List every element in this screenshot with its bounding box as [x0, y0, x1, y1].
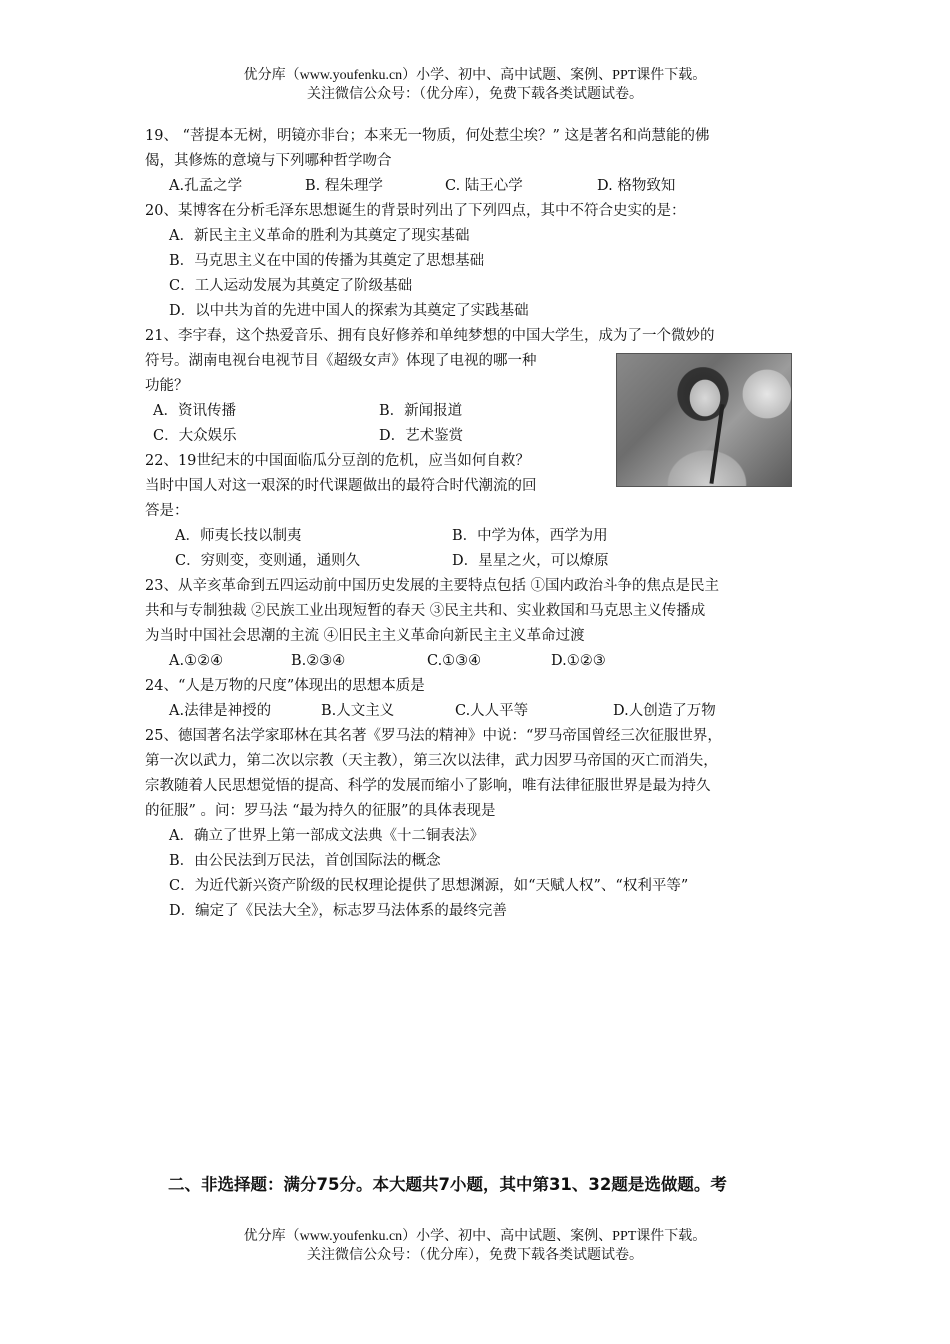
question-22-stem-1: 22、19世纪末的中国面临瓜分豆剖的危机，应当如何自救？	[145, 453, 530, 469]
question-23-stem-3: 为当时中国社会思潮的主流 ④旧民主主义革命向新民主主义革命过渡	[145, 628, 585, 644]
option-a: A．资讯传播	[153, 403, 236, 419]
question-19-stem-1: 19、 “菩提本无树，明镜亦非台；本来无一物质，何处惹尘埃？” 这是著名和尚慧能的佛	[145, 128, 710, 144]
page-header	[0, 66, 950, 104]
microphone-stand	[709, 404, 724, 484]
question-22-stem-3: 答是：	[145, 503, 189, 519]
header-line-1: 优分库（www.youfenku.cn）小学、初中、高中试题、案例、PPT课件下载。	[243, 68, 707, 83]
question-25-stem-1: 25、德国著名法学家耶林在其名著《罗马法的精神》中说：“罗马帝国曾经三次征服世界，	[145, 728, 722, 744]
question-22-options-row-1	[145, 524, 810, 549]
option-b: B．马克思主义在中国的传播为其奠定了思想基础	[169, 253, 485, 269]
option-d: D．以中共为首的先进中国人的探索为其奠定了实践基础	[169, 303, 529, 319]
question-20	[145, 199, 810, 324]
option-a: A．确立了世界上第一部成文法典《十二铜表法》	[169, 828, 484, 844]
section-2-heading: 二、非选择题：满分75分。本大题共7小题，其中第31、32题是选做题。考	[168, 1175, 727, 1194]
option-c: C．穷则变，变则通，通则久	[175, 553, 361, 569]
question-25-stem-3: 宗教随着人民思想觉悟的提高、科学的发展而缩小了影响，唯有法律征服世界是最为持久	[145, 778, 711, 794]
option-c: C．为近代新兴资产阶级的民权理论提供了思想渊源，如“天赋人权”、“权利平等”	[169, 878, 689, 894]
question-21-stem-3: 功能？	[145, 378, 189, 394]
option-c: C．大众娱乐	[153, 428, 237, 444]
option-d: D. 格物致知	[597, 178, 676, 194]
question-20-stem: 20、某博客在分析毛泽东思想诞生的背景时列出了下列四点，其中不符合史实的是：	[145, 203, 686, 219]
option-b: B. 程朱理学	[305, 178, 383, 194]
question-23	[145, 574, 810, 674]
option-b: B.人文主义	[321, 703, 395, 719]
option-a: A．新民主主义革命的胜利为其奠定了现实基础	[169, 228, 470, 244]
question-19	[145, 124, 810, 199]
option-c: C.①③④	[427, 653, 482, 669]
question-21-stem-2: 符号。湖南电视台电视节目《超级女声》体现了电视的哪一种	[145, 353, 537, 369]
question-21-stem-1: 21、李宇春，这个热爱音乐、拥有良好修养和单纯梦想的中国大学生，成为了一个微妙的	[145, 328, 715, 344]
option-d: D．艺术鉴赏	[379, 428, 464, 444]
question-19-stem-2: 偈，其修炼的意境与下列哪种哲学吻合	[145, 153, 392, 169]
page-footer	[0, 1227, 950, 1265]
option-d: D．编定了《民法大全》，标志罗马法体系的最终完善	[169, 903, 507, 919]
question-list	[145, 124, 810, 924]
question-25-stem-4: 的征服” 。问：罗马法 “最为持久的征服”的具体表现是	[145, 803, 496, 819]
question-25	[145, 724, 810, 924]
question-24	[145, 674, 810, 724]
question-22-options-row-2	[145, 549, 810, 574]
option-a: A．师夷长技以制夷	[175, 528, 302, 544]
question-19-options	[145, 174, 810, 199]
option-d: D.①②③	[551, 653, 606, 669]
question-23-options	[145, 649, 810, 674]
footer-line-2: 关注微信公众号：（优分库），免费下载各类试题试卷。	[307, 1248, 643, 1263]
question-23-stem-1: 23、从辛亥革命到五四运动前中国历史发展的主要特点包括 ①国内政治斗争的焦点是民主	[145, 578, 720, 594]
question-25-stem-2: 第一次以武力，第二次以宗教（天主教），第三次以法律，武力因罗马帝国的灭亡而消失，	[145, 753, 718, 769]
question-24-stem: 24、“人是万物的尺度”体现出的思想本质是	[145, 678, 425, 694]
question-23-stem-2: 共和与专制独裁 ②民族工业出现短暂的春天 ③民主共和、实业救国和马克思主义传播成	[145, 603, 706, 619]
option-b: B．新闻报道	[379, 403, 463, 419]
question-24-options	[145, 699, 810, 724]
option-c: C.人人平等	[455, 703, 529, 719]
option-c: C. 陆王心学	[445, 178, 523, 194]
option-d: D.人创造了万物	[613, 703, 716, 719]
footer-line-1: 优分库（www.youfenku.cn）小学、初中、高中试题、案例、PPT课件下载。	[243, 1229, 707, 1244]
option-b: B.②③④	[291, 653, 346, 669]
question-22-stem-2: 当时中国人对这一艰深的时代课题做出的最符合时代潮流的回	[145, 478, 537, 494]
option-b: B．由公民法到万民法，首创国际法的概念	[169, 853, 441, 869]
option-d: D．星星之火，可以燎原	[452, 553, 609, 569]
option-b: B．中学为体，西学为用	[452, 528, 608, 544]
option-c: C．工人运动发展为其奠定了阶级基础	[169, 278, 413, 294]
singer-photo	[616, 353, 792, 487]
header-line-2: 关注微信公众号：（优分库），免费下载各类试题试卷。	[307, 87, 643, 102]
option-a: A.孔孟之学	[169, 178, 243, 194]
option-a: A.法律是神授的	[169, 703, 272, 719]
option-a: A.①②④	[169, 653, 224, 669]
